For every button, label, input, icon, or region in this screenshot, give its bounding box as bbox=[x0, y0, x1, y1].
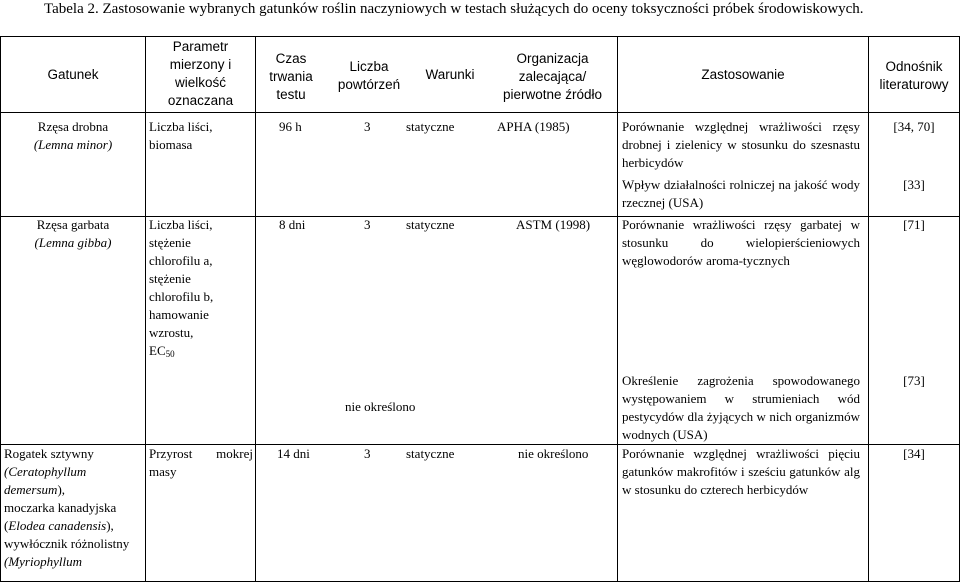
row1-application-1: Porównanie względnej wrażliwości rzęsy drobnej i zielenicy w stosunku do szesnastu herbicydów bbox=[622, 119, 860, 170]
header-parameter: Parametr mierzony i wielkość oznaczana bbox=[167, 39, 234, 108]
row1-parameter: Liczba liści, biomasa bbox=[149, 119, 213, 152]
row3-organization: nie określono bbox=[518, 446, 589, 461]
row2-duration: 8 dni bbox=[279, 217, 306, 232]
row1-species: Rzęsa drobna (Lemna minor) bbox=[33, 119, 113, 152]
row1-repeats: 3 bbox=[364, 119, 371, 134]
row1-reference-1: [34, 70] bbox=[893, 119, 935, 134]
header-organization: Organizacja zalecająca/ pierwotne źródło bbox=[502, 51, 603, 102]
table-caption: Tabela 2. Zastosowanie wybranych gatunków roślin naczyniowych w testach służących do oceny toksyczności próbek środowiskowych. bbox=[44, 1, 864, 17]
row2-species: Rzęsa garbata (Lemna gibba) bbox=[34, 217, 112, 250]
row3-conditions: statyczne bbox=[406, 446, 455, 461]
row2-application-1: Porównanie wrażliwości rzęsy garbatej w stosunku do wielopierścieniowych węglowodorów aroma-tycznych bbox=[622, 217, 860, 268]
header-reference: Odnośnik literaturowy bbox=[879, 59, 949, 92]
row2-repeats: 3 bbox=[364, 217, 371, 232]
row3-repeats: 3 bbox=[364, 446, 371, 461]
header-conditions: Warunki bbox=[425, 67, 475, 82]
header-species: Gatunek bbox=[47, 67, 99, 82]
row2-parameter: Liczba liści, stężenie chlorofilu a, stężenie chlorofilu b, hamowanie wzrostu, $EC_{50}$ bbox=[149, 217, 214, 359]
row2-conditions: statyczne bbox=[406, 217, 455, 232]
row2-application-2: Określenie zagrożenia spowodowanego występowaniem w strumieniach wód pestycydów dla żyjących w nich organizmów wodnych (USA) bbox=[622, 373, 860, 442]
row2-organization: ASTM (1998) bbox=[516, 217, 591, 232]
row3-application-1: Porównanie względnej wrażliwości pięciu gatunków makrofitów i sześciu gatunków alg w stosunku do czterech herbicydów bbox=[622, 446, 860, 497]
row2-reference-1: [71] bbox=[903, 217, 925, 232]
row2-unspecified: nie określono bbox=[345, 399, 416, 414]
row3-reference-1: [34] bbox=[903, 446, 925, 461]
header-duration: Czas trwania testu bbox=[269, 51, 313, 102]
row1-duration: 96 h bbox=[279, 119, 302, 134]
row1-organization: APHA (1985) bbox=[497, 119, 570, 134]
row3-parameter: Przyrost mokrej masy bbox=[149, 446, 253, 479]
header-repeats: Liczba powtórzeń bbox=[337, 59, 401, 92]
row1-reference-2: [33] bbox=[903, 177, 925, 192]
row3-duration: 14 dni bbox=[277, 446, 310, 461]
row3-species: Rogatek sztywny (Ceratophyllum demersum), moczarka kanadyjska (Elodea canadensis), wywłócznik różnolistny (Myriophyllum bbox=[4, 446, 130, 569]
row2-reference-2: [73] bbox=[903, 373, 925, 388]
species-table bbox=[0, 36, 960, 582]
row1-conditions: statyczne bbox=[406, 119, 455, 134]
header-application: Zastosowanie bbox=[701, 67, 785, 82]
row1-application-2: Wpływ działalności rolniczej na jakość wody rzecznej (USA) bbox=[622, 177, 860, 210]
